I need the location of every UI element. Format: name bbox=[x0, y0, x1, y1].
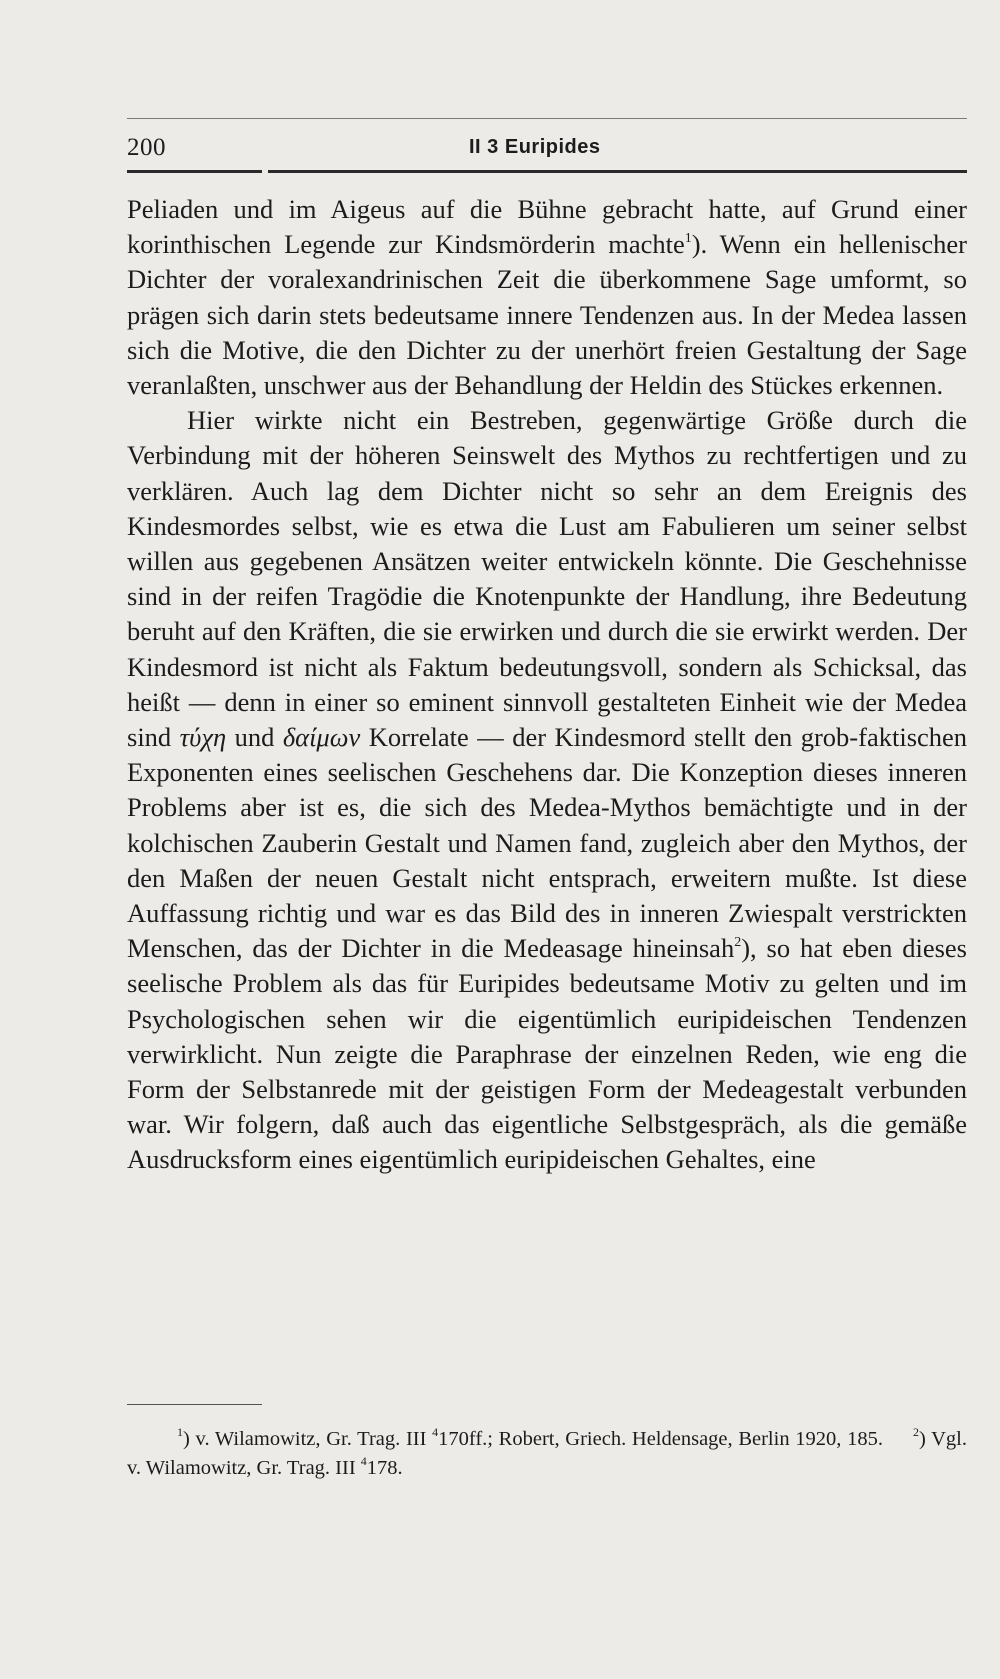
p2-part-c: Korrelate — der Kindesmord stellt den grob-faktischen Exponenten eines seelischen Geschehens dar. Die Konzeption dieses inneren Problems aber ist es, die sich des Medea-Mythos bemächtigte und in der kolchischen Zauberin Gestalt und Namen fand, zugleich aber den Mythos, der den Maßen der neuen Gestalt nicht entsprach, erweitern mußte. Ist diese Auffassung richtig und war es das Bild des in inneren Zwiespalt verstrickten Menschen, das der Dichter in die Medeasage hineinsah bbox=[127, 722, 968, 964]
footnote-1 bbox=[127, 1425, 967, 1483]
footnote-ref-1: 1 bbox=[684, 231, 692, 247]
footnote-1-text-a: ) v. Wilamowitz, Gr. Trag. III bbox=[183, 1428, 427, 1450]
footnote-2-text-b: 178. bbox=[366, 1457, 403, 1479]
footnotes bbox=[127, 1425, 967, 1483]
header-bottom-rule bbox=[127, 170, 967, 173]
footnote-1-mark: 1 bbox=[177, 1425, 183, 1439]
body-text bbox=[127, 192, 967, 1178]
page-header bbox=[127, 128, 967, 168]
footnote-rule bbox=[127, 1404, 262, 1405]
footnote-2-edition: 4 bbox=[360, 1454, 367, 1468]
p1-line-2-end: ). bbox=[691, 229, 708, 260]
footnote-1-text-b: 170ff.; Robert, Griech. Heldensage, Berlin 1920, 185. bbox=[438, 1428, 883, 1450]
paragraph-1 bbox=[127, 192, 967, 403]
footnote-ref-2: 2 bbox=[734, 935, 742, 951]
p1-rest: Wenn ein hellenischer Dichter der voralexandrinischen Zeit die überkommene Sage umformt, so prägen sich darin stets bedeutsame innere Tendenzen aus. In der Medea lassen sich die Motive, die den Dichter zu der unerhört freien Gestaltung der Sage veranlaßten, unschwer aus der Behandlung der Heldin des Stückes erkennen. bbox=[127, 229, 967, 401]
paragraph-2 bbox=[127, 403, 967, 1177]
p1-line-1: Peliaden und im Aigeus auf die Bühne gebracht hatte, auf bbox=[127, 194, 816, 224]
running-head: II 3 Euripides bbox=[469, 136, 601, 158]
greek-tyche: τύχη bbox=[179, 722, 227, 753]
p1-line-2: Grund einer korinthischen Legende zur Kindsmörderin machte bbox=[127, 194, 968, 260]
greek-daimon: δαίμων bbox=[282, 722, 361, 753]
p2-part-b: und bbox=[234, 722, 275, 753]
header-top-rule bbox=[127, 118, 967, 119]
p2-part-d: ), so hat eben dieses seelische Problem als das für Euripides bedeutsame Motiv zu gelten und im Psychologischen sehen wir die eigentümlich euripideischen Tendenzen verwirklicht. Nun zeigte die Paraphrase der einzelnen Reden, wie eng die Form der Selbstanrede mit der geistigen Form der Medeagestalt verbunden war. Wir folgern, daß auch das eigentliche Selbstgespräch, als die gemäße Ausdrucksform eines eigentümlich euripideischen Gehaltes, eine bbox=[127, 933, 967, 1175]
header-rule-gap bbox=[262, 168, 268, 174]
page-number: 200 bbox=[127, 134, 166, 161]
footnote-2-mark: 2 bbox=[912, 1425, 919, 1439]
p2-part-a: Hier wirkte nicht ein Bestreben, gegenwärtige Größe durch die Verbindung mit der höheren Seinswelt des Mythos zu rechtfertigen und zu verklären. Auch lag dem Dichter nicht so sehr an dem Ereignis des Kindesmordes selbst, wie es etwa die Lust am Fabulieren um seiner selbst willen aus gegebenen Ansätzen weiter entwickeln könnte. Die Geschehnisse sind in der reifen Tragödie die Knotenpunkte der Handlung, ihre Bedeutung beruht auf den Kräften, die sie erwirken und durch die sie erwirkt werden. Der Kindesmord ist nicht als Faktum bedeutungsvoll, sondern als Schicksal, das heißt — denn in einer so eminent sinnvoll gestalteten Einheit wie der Medea sind bbox=[127, 405, 967, 753]
footnote-1-edition: 4 bbox=[432, 1425, 439, 1439]
footnote-2-text-a: ) Vgl. v. Wilamowitz, Gr. Trag. III bbox=[127, 1428, 967, 1479]
